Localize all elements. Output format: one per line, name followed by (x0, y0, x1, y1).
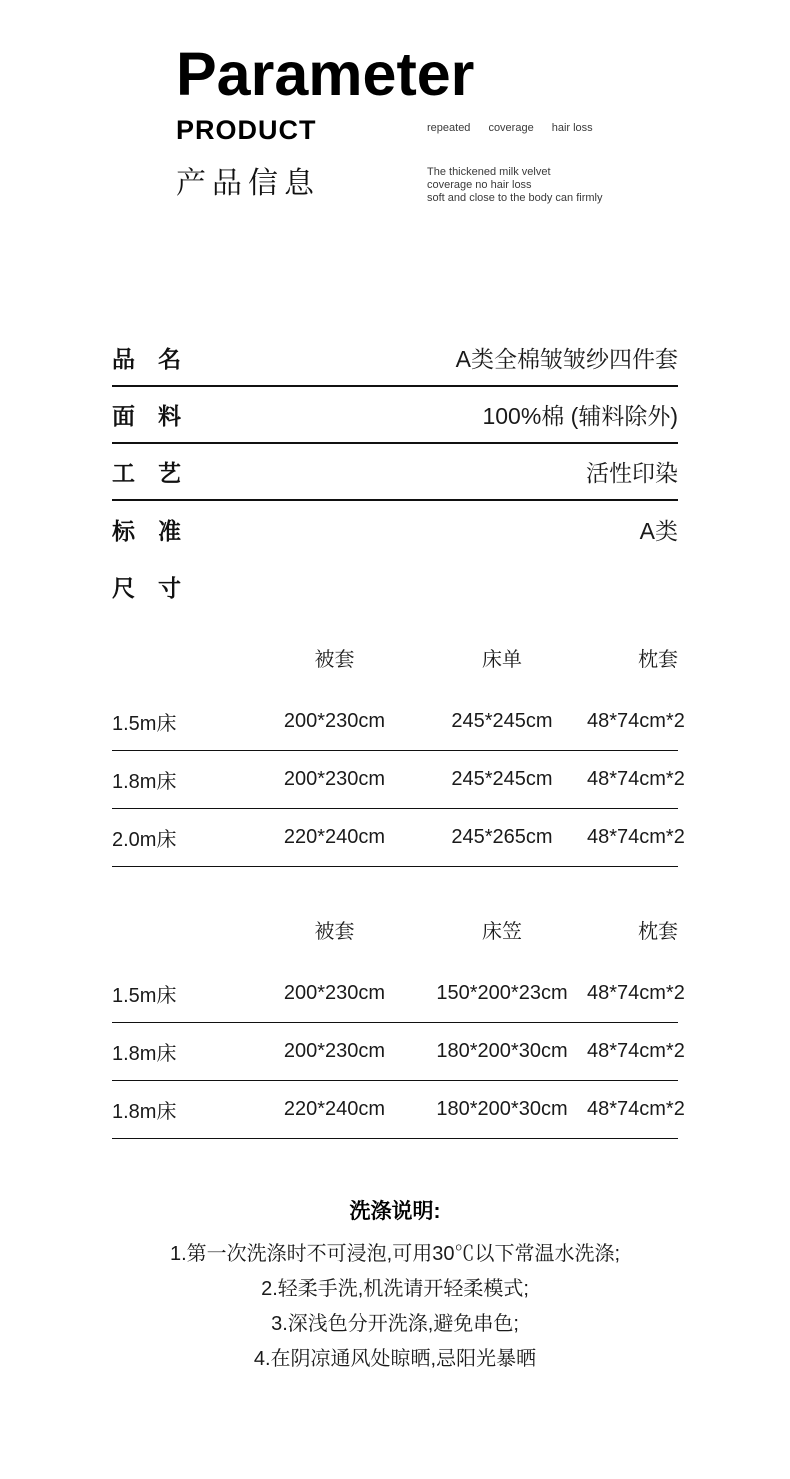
bed-sheet-cell: 245*245cm (451, 768, 553, 790)
bed-size-cell: 1.8m床 (112, 1043, 177, 1065)
duvet-cover-cell: 220*240cm (283, 826, 386, 848)
spec-row-size (112, 558, 678, 615)
spec-row-fabric (112, 387, 678, 444)
size-table-fitted-sheet (112, 907, 685, 1139)
pillowcase-cell: 48*74cm*2 (587, 768, 685, 790)
header-keywords (427, 122, 593, 134)
description-line: soft and close to the body can firmly (427, 192, 603, 204)
spec-row-product-name (112, 330, 678, 387)
description-line: The thickened milk velvet (427, 166, 551, 178)
spec-row-standard (112, 501, 678, 558)
spec-label: 工 艺 (112, 460, 181, 486)
pillowcase-cell: 48*74cm*2 (587, 1040, 685, 1062)
bed-sheet-cell: 245*245cm (451, 710, 553, 732)
column-fitted-sheet: 床笠 (482, 920, 522, 943)
duvet-cover-cell: 220*240cm (283, 1098, 386, 1120)
duvet-cover-cell: 200*230cm (283, 1040, 386, 1062)
duvet-cover-cell: 200*230cm (283, 710, 386, 732)
bed-size-cell: 2.0m床 (112, 829, 177, 851)
washing-item-3: 3.深浅色分开洗涤,避免串色; (271, 1313, 519, 1335)
page-title: Parameter (176, 40, 475, 108)
keyword-coverage: coverage (488, 122, 534, 134)
column-bed-sheet: 床单 (482, 648, 522, 671)
bed-size-cell: 1.8m床 (112, 771, 177, 793)
size-row-1-8m (112, 1023, 685, 1081)
spec-value: A类全棉皱皱纱四件套 (455, 346, 678, 372)
bed-size-cell: 1.5m床 (112, 713, 177, 735)
spec-list (112, 330, 678, 615)
size-row-1-8m-large (112, 1081, 685, 1139)
spec-row-craft (112, 444, 678, 501)
spec-value: A类 (639, 518, 678, 544)
washing-item-1: 1.第一次洗涤时不可浸泡,可用30℃以下常温水洗涤; (169, 1243, 621, 1265)
pillowcase-cell: 48*74cm*2 (587, 1098, 685, 1120)
spec-label: 尺 寸 (112, 575, 181, 601)
size-row-1-5m (112, 965, 685, 1023)
size-table-header (112, 907, 678, 951)
keyword-hair-loss: hair loss (551, 122, 593, 134)
column-pillowcase: 枕套 (638, 920, 678, 943)
size-row-1-5m (112, 693, 685, 751)
washing-instructions (0, 1195, 790, 1377)
fitted-sheet-cell: 180*200*30cm (436, 1098, 568, 1120)
column-pillowcase: 枕套 (638, 648, 678, 671)
washing-title: 洗涤说明: (349, 1200, 441, 1223)
bed-size-cell: 1.8m床 (112, 1101, 177, 1123)
description-line: coverage no hair loss (427, 179, 532, 191)
column-duvet-cover: 被套 (314, 648, 355, 671)
spec-value: 活性印染 (586, 460, 678, 486)
washing-item-4: 4.在阴凉通风处晾晒,忌阳光暴晒 (253, 1348, 537, 1370)
duvet-cover-cell: 200*230cm (283, 768, 386, 790)
size-row-1-8m (112, 751, 685, 809)
pillowcase-cell: 48*74cm*2 (587, 710, 685, 732)
spec-value: 100%棉 (辅料除外) (482, 403, 678, 429)
pillowcase-cell: 48*74cm*2 (587, 982, 685, 1004)
fitted-sheet-cell: 150*200*23cm (436, 982, 568, 1004)
size-row-2-0m (112, 809, 685, 867)
spec-label: 标 准 (112, 518, 181, 544)
fitted-sheet-cell: 180*200*30cm (436, 1040, 568, 1062)
size-table-flat-sheet (112, 635, 685, 867)
header-description (427, 166, 602, 205)
header-subtitle-en: PRODUCT (176, 115, 317, 145)
header-subtitle-cn: 产品信息 (176, 167, 320, 200)
spec-label: 品 名 (112, 346, 181, 372)
bed-sheet-cell: 245*265cm (451, 826, 553, 848)
size-table-header (112, 635, 678, 679)
washing-item-2: 2.轻柔手洗,机洗请开轻柔模式; (261, 1278, 529, 1300)
pillowcase-cell: 48*74cm*2 (587, 826, 685, 848)
spec-label: 面 料 (112, 403, 181, 429)
bed-size-cell: 1.5m床 (112, 985, 177, 1007)
column-duvet-cover: 被套 (314, 920, 355, 943)
keyword-repeated: repeated (427, 122, 471, 134)
duvet-cover-cell: 200*230cm (283, 982, 386, 1004)
